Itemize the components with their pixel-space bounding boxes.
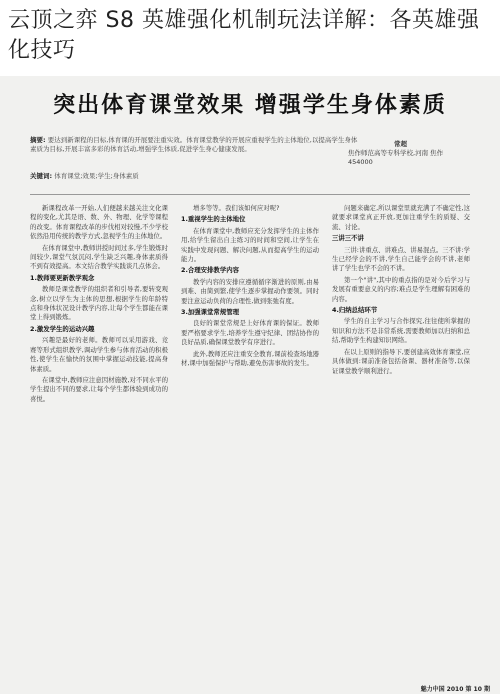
author-name: 常超 xyxy=(394,140,407,148)
paragraph: 在体育课堂中,教师讲授时间过多,学生锻炼时间较少,课堂气氛沉闷,学生缺乏兴趣,身体素质得不到有效提高。本文结合教学实践谈几点体会。 xyxy=(30,243,168,271)
keywords-text: 体育课堂;效果;学生;身体素质 xyxy=(54,172,139,180)
paragraph: 第一个"讲",其中的重点指的是对今后学习与发展有重要意义的内容;难点是学生理解有困难的内容。 xyxy=(332,275,470,303)
paragraph: 在课堂中,教师应注意因材施教,对不同水平的学生提出不同的要求,让每个学生都体验到成功的喜悦。 xyxy=(30,375,168,403)
column-1 xyxy=(30,204,168,674)
section-heading: 1.重视学生的主体地位 xyxy=(181,215,246,224)
section-heading: 2.合理安排教学内容 xyxy=(181,266,239,275)
keywords xyxy=(30,172,360,181)
abstract-label: 摘要: xyxy=(30,136,46,144)
paragraph: 新课程改革一开始,人们便越来越关注文化课程的变化,尤其是语、数、外、物理、化学等课程的改变。体育课程改革的步伐相对较慢,不少学校依然沿用传统的教学方式,忽视学生的主体地位。 xyxy=(30,204,168,241)
abstract xyxy=(30,136,360,154)
page-footer: 魅力中国 2010 第 10 期 xyxy=(420,686,490,693)
paragraph: 在体育课堂中,教师应充分发挥学生的主体作用,给学生留出自主练习的时间和空间,让学生在实践中发现问题、解决问题,从而提高学生的运动能力。 xyxy=(181,226,319,264)
article-title: 突出体育课堂效果 增强学生身体素质 xyxy=(53,92,447,118)
section-heading: 三讲三不讲 xyxy=(332,234,364,243)
paragraph: 学生的自主学习与合作探究,往往使所掌握的知识和方法不是非常系统,需要教师加以归纳和总结,帮助学生构建知识网络。 xyxy=(332,317,470,345)
paragraph: 三讲:讲重点、讲难点、讲易混点。三不讲:学生已经学会的不讲,学生自己能学会的不讲,老师讲了学生也学不会的不讲。 xyxy=(332,245,470,273)
paragraph: 良好的课堂常规是上好体育课的保证。教师要严格要求学生,培养学生遵守纪律、团结协作的良好品质,确保课堂教学有序进行。 xyxy=(181,319,319,347)
author-affiliation: 焦作师范高等专科学校,河南 焦作 454000 xyxy=(348,149,444,166)
column-3 xyxy=(332,204,470,674)
paragraph: 增多等等。我们该如何应对呢? xyxy=(193,204,280,212)
paragraph: 问题来确定,所以课堂里就充满了不确定性,这就要求课堂真正开放,更加注重学生的质疑、交流、讨论。 xyxy=(332,204,470,231)
section-heading: 4.归纳总结环节 xyxy=(332,306,378,315)
article-body xyxy=(30,204,470,674)
column-2 xyxy=(181,204,319,674)
abstract-block xyxy=(30,134,470,186)
paragraph: 教师是课堂教学的组织者和引导者,要转变观念,树立以学生为主体的思想,根据学生的年龄特点和身体状况设计教学内容,让每个学生都能在课堂上得到锻炼。 xyxy=(30,285,168,322)
page-headline: 云顶之弈 S8 英雄强化机制玩法详解：各英雄强化技巧 xyxy=(8,8,480,63)
author-block xyxy=(348,140,468,167)
paragraph: 兴趣是最好的老师。教师可以采用游戏、竞赛等形式组织教学,调动学生参与体育活动的积极性,使学生在愉快的氛围中掌握运动技能,提高身体素质。 xyxy=(30,336,168,373)
section-heading: 1.教师要更新教学观念 xyxy=(30,273,95,282)
divider xyxy=(30,194,470,195)
section-heading: 2.激发学生的运动兴趣 xyxy=(30,324,95,333)
keywords-label: 关键词: xyxy=(30,172,53,180)
abstract-text: 要达到新课程的目标,体育课的开展要注重实效。体育课堂教学的开展应重视学生的主体地位,以提高学生身体素质为目标,开展丰富多彩的体育活动,增强学生体质,促进学生身心健康发展。 xyxy=(30,136,358,153)
scanned-article xyxy=(0,76,500,694)
paragraph: 在以上原则的指导下,要创建高效体育课堂,应具体做到:课前准备包括备课、器材准备等,以保证课堂教学顺利进行。 xyxy=(332,347,470,375)
section-heading: 3.加强课堂常规管理 xyxy=(181,308,239,317)
paragraph: 教学内容的安排应遵循循序渐进的原则,由易到难、由简到繁,使学生逐步掌握动作要领。同时要注意运动负荷的合理性,做到张弛有度。 xyxy=(181,277,319,305)
paragraph: 此外,教师还应注重安全教育,课前检查场地器材,课中加强保护与帮助,避免伤害事故的发生。 xyxy=(181,349,319,368)
